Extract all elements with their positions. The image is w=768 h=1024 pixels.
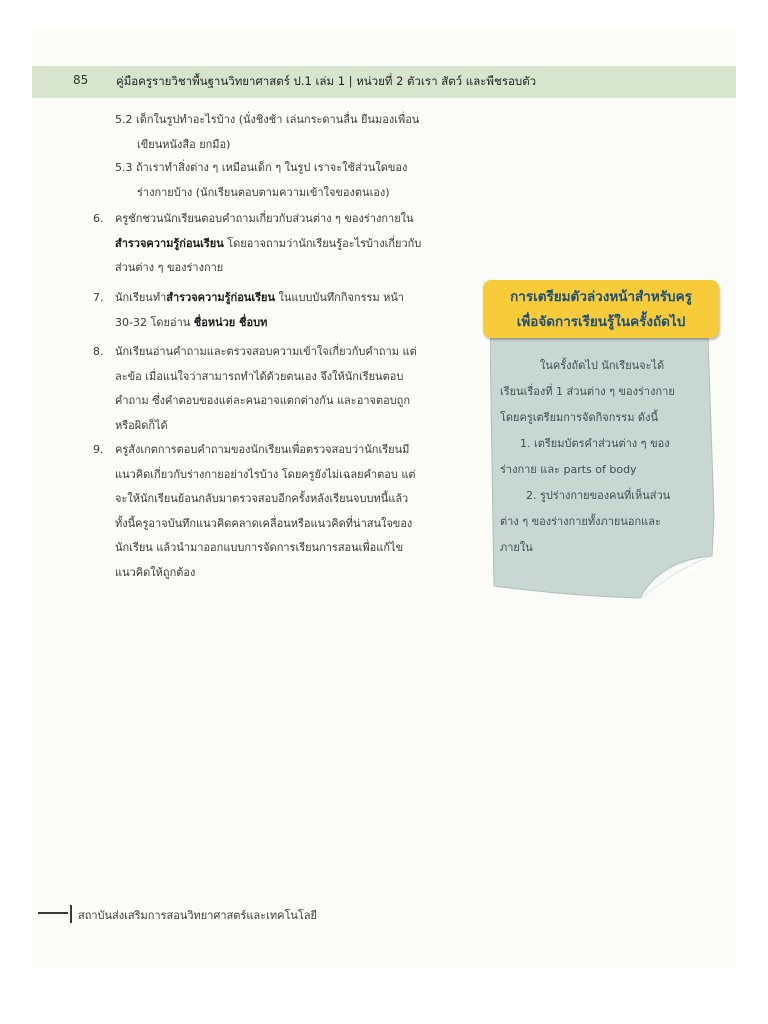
item-8-number: 8. xyxy=(93,345,104,358)
footer-rule xyxy=(38,912,68,914)
note-line7: ต่าง ๆ ของร่างกายทั้งภายนอกและ xyxy=(500,515,661,528)
note-line4: 1. เตรียมบัตรคำส่วนต่าง ๆ ของ xyxy=(520,437,670,450)
item-9-line3: จะให้นักเรียนย้อนกลับมาตรวจสอบอีกครั้งหลังเรียนจบบทนี้แล้ว xyxy=(115,492,409,505)
note-line1: ในครั้งถัดไป นักเรียนจะได้ xyxy=(540,359,665,372)
item-8-line3: คำถาม ซึ่งคำตอบของแต่ละคนอาจแตกต่างกัน และอาจตอบถูก xyxy=(115,394,410,407)
item-7-line2-a: 30-32 โดยอ่าน xyxy=(115,315,194,329)
item-8-line1: นักเรียนอ่านคำถามและตรวจสอบความเข้าใจเกี่ยวกับคำถาม แต่ xyxy=(115,345,417,358)
teacher-prep-title-line1: การเตรียมตัวล่วงหน้าสำหรับครู xyxy=(510,289,692,305)
item-7 xyxy=(115,286,404,335)
item-7-bold: สำรวจความรู้ก่อนเรียน xyxy=(166,291,275,304)
item-8-line4: หรือผิดก็ได้ xyxy=(115,418,168,432)
header-title: คู่มือครูรายวิชาพื้นฐานวิทยาศาสตร์ ป.1 เล่ม 1 | หน่วยที่ 2 ตัวเรา สัตว์ และพืชรอบตัว xyxy=(116,74,537,88)
item-9-line5: นักเรียน แล้วนำมาออกแบบการจัดการเรียนการสอนเพื่อแก้ไข xyxy=(115,541,404,554)
item-8-line2: ละข้อ เมื่อแน่ใจว่าสามารถทำได้ด้วยตนเอง จึงให้นักเรียนตอบ xyxy=(115,369,404,383)
note-line5: ร่างกาย และ parts of body xyxy=(500,463,637,476)
item-9-number: 9. xyxy=(93,443,104,456)
item-7-line1 xyxy=(115,286,404,311)
item-7-number: 7. xyxy=(93,291,104,304)
sub-item-5-2 xyxy=(115,108,419,157)
note-line8: ภายใน xyxy=(500,541,533,554)
sub-item-5-3-line2: ร่างกายบ้าง (นักเรียนตอบตามความเข้าใจของตนเอง) xyxy=(137,185,390,199)
teacher-prep-title-line2: เพื่อจัดการเรียนรู้ในครั้งถัดไป xyxy=(516,314,686,330)
footer-divider xyxy=(70,905,72,923)
item-9 xyxy=(115,438,416,585)
note-line3: โดยครูเตรียมการจัดกิจกรรม ดังนี้ xyxy=(500,411,658,424)
item-7-line2 xyxy=(115,311,404,336)
item-6-line2-rest: โดยอาจถามว่านักเรียนรู้อะไรบ้างเกี่ยวกับ xyxy=(223,236,422,250)
item-6-number: 6. xyxy=(93,212,104,225)
sub-item-5-3 xyxy=(115,156,407,205)
note-text xyxy=(500,353,675,561)
page-number: 85 xyxy=(73,73,89,87)
footer-institute: สถาบันส่งเสริมการสอนวิทยาศาสตร์และเทคโนโลยี xyxy=(78,909,317,922)
item-6-bold: สำรวจความรู้ก่อนเรียน xyxy=(115,236,224,250)
item-7-line1-b: ในแบบบันทึกกิจกรรม หน้า xyxy=(274,291,405,304)
note-line6: 2. รูปร่างกายของคนที่เห็นส่วน xyxy=(526,489,671,502)
item-7-line2-bold: ชื่อหน่วย ชื่อบท xyxy=(193,315,268,329)
note-line2: เรียนเรื่องที่ 1 ส่วนต่าง ๆ ของร่างกาย xyxy=(500,385,675,398)
item-6 xyxy=(115,207,421,281)
item-6-line2 xyxy=(115,232,421,257)
sub-item-5-2-line1: 5.2 เด็กในรูปทำอะไรบ้าง (นั่งชิงช้า เล่นกระดานลื่น ยืนมองเพื่อน xyxy=(115,113,420,126)
item-7-line1-a: นักเรียนทำ xyxy=(115,291,167,304)
sub-item-5-3-line1: 5.3 ถ้าเราทำสิ่งต่าง ๆ เหมือนเด็ก ๆ ในรูป เราจะใช้ส่วนใดของ xyxy=(115,161,408,174)
item-9-line6: แนวคิดให้ถูกต้อง xyxy=(115,565,196,579)
item-6-line3: ส่วนต่าง ๆ ของร่างกาย xyxy=(115,261,224,274)
item-9-line4: ทั้งนี้ครูอาจบันทึกแนวคิดคลาดเคลื่อนหรือแนวคิดที่น่าสนใจของ xyxy=(115,516,413,530)
sub-item-5-2-line2: เขียนหนังสือ ยกมือ) xyxy=(137,137,231,151)
item-8 xyxy=(115,340,417,438)
teacher-prep-title xyxy=(483,285,719,335)
item-9-line2: แนวคิดเกี่ยวกับร่างกายอย่างไรบ้าง โดยครูยังไม่เฉลยคำตอบ แต่ xyxy=(115,467,416,481)
item-9-line1: ครูสังเกตการตอบคำถามของนักเรียนเพื่อตรวจสอบว่านักเรียนมี xyxy=(115,443,410,456)
item-6-line1: ครูชักชวนนักเรียนตอบคำถามเกี่ยวกับส่วนต่าง ๆ ของร่างกายใน xyxy=(115,212,414,225)
